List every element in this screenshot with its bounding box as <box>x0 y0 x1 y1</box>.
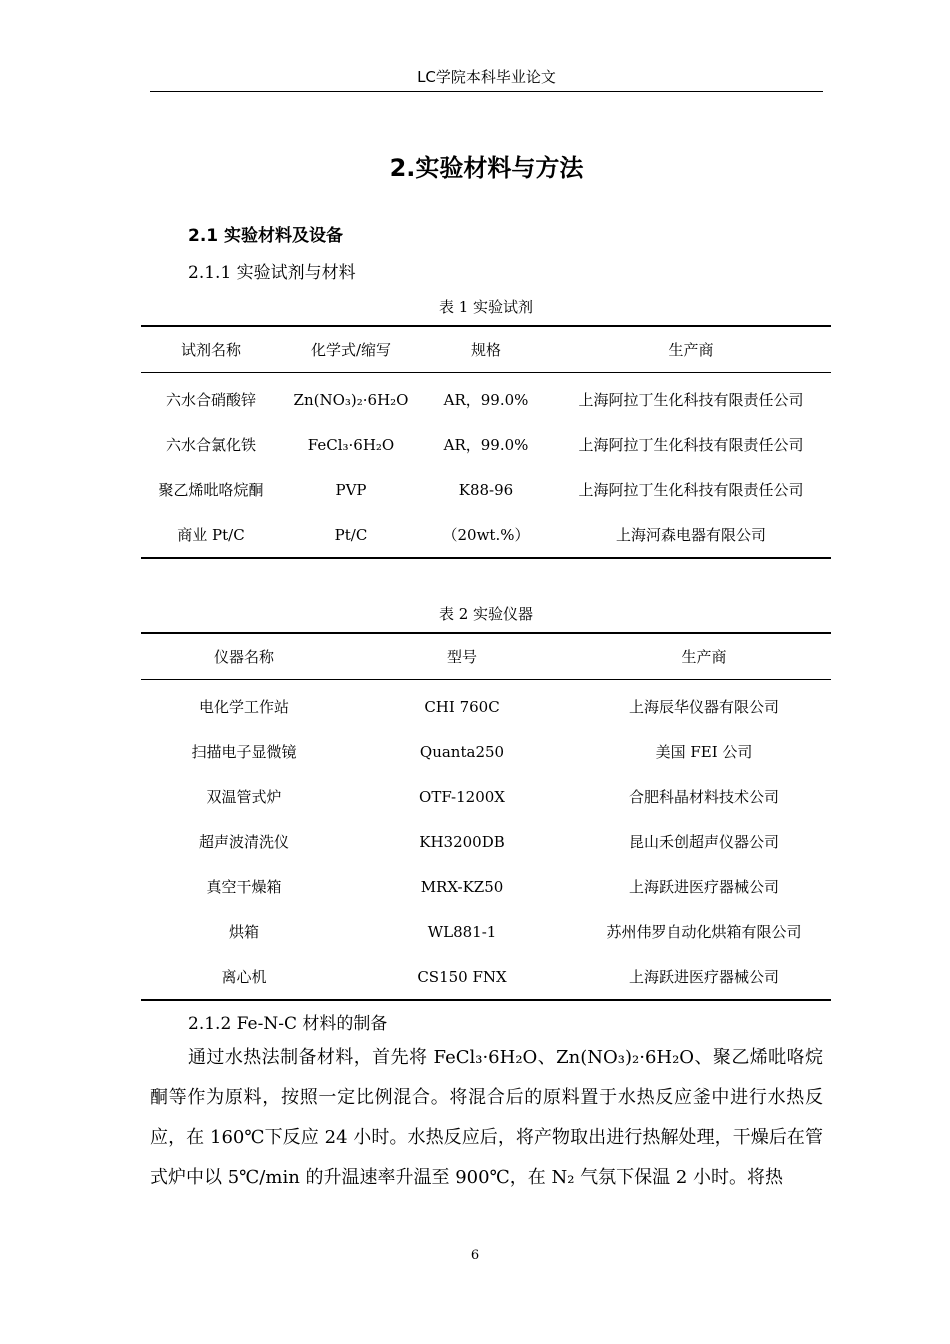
table-cell: 上海跃进医疗器械公司 <box>628 878 779 896</box>
table-cell: 聚乙烯吡咯烷酮 <box>158 481 264 499</box>
table-cell: OTF-1200X <box>419 787 505 806</box>
table-header-row <box>141 633 831 680</box>
table-cell: 上海辰华仪器有限公司 <box>628 698 779 716</box>
table-cell: Pt/C <box>334 525 368 544</box>
table-cell: K88-96 <box>458 480 514 499</box>
table-row <box>141 774 831 819</box>
table-cell: 烘箱 <box>228 923 259 941</box>
table-cell: KH3200DB <box>419 832 505 851</box>
table-header-cell: 化学式/缩写 <box>310 341 392 359</box>
table-cell: 上海阿拉丁生化科技有限责任公司 <box>578 436 804 454</box>
table-cell: 扫描电子显微镜 <box>191 743 297 761</box>
table-cell: 苏州伟罗自动化烘箱有限公司 <box>606 923 802 941</box>
table-cell: MRX-KZ50 <box>420 877 504 896</box>
table-cell: 离心机 <box>221 968 267 986</box>
table-cell: 六水合硝酸锌 <box>165 391 256 409</box>
table-row <box>141 954 831 1000</box>
section-heading: 2.1 实验材料及设备 <box>188 226 344 246</box>
table-cell: 真空干燥箱 <box>206 878 282 896</box>
table-cell: 美国 FEI 公司 <box>655 743 753 761</box>
header-rule <box>150 91 823 92</box>
table-header-cell: 生产商 <box>668 341 714 359</box>
table-cell: AR，99.0% <box>443 391 529 409</box>
table-cell: 上海阿拉丁生化科技有限责任公司 <box>578 481 804 499</box>
table-cell: 昆山禾创超声仪器公司 <box>628 833 779 851</box>
reagents-table <box>141 325 831 559</box>
table-row <box>141 909 831 954</box>
table-cell: 商业 Pt/C <box>177 526 245 544</box>
table-cell: Quanta250 <box>419 742 505 761</box>
table-cell: 电化学工作站 <box>198 698 289 716</box>
table-cell: 超声波清洗仪 <box>198 833 289 851</box>
table-cell: 六水合氯化铁 <box>165 436 256 454</box>
chapter-title: 2.实验材料与方法 <box>389 154 584 182</box>
table-header-cell: 型号 <box>446 648 477 666</box>
table-header-row <box>141 326 831 373</box>
table-row <box>141 864 831 909</box>
table-row <box>141 422 831 467</box>
subsection-heading-preparation: 2.1.2 Fe-N-C 材料的制备 <box>188 1014 388 1034</box>
table-row <box>141 467 831 512</box>
table-cell: 上海河森电器有限公司 <box>615 526 766 544</box>
body-paragraph: 通过水热法制备材料，首先将 FeCl₃·6H₂O、Zn(NO₃)₂·6H₂O、聚乙烯吡咯烷酮等作为原料，按照一定比例混合。将混合后的原料置于水热反应釜中进行水热反应，在 160℃下反应 24 小时。水热反应后，将产物取出进行热解处理，干燥后在管式炉中以 5℃/min 的升温速率升温至 900℃，在 N₂ 气氛下保温 2 小时。将热 <box>150 1047 823 1188</box>
table-cell: 上海跃进医疗器械公司 <box>628 968 779 986</box>
running-head-title: LC学院本科毕业论文 <box>417 68 556 86</box>
table-cell: Zn(NO₃)₂·6H₂O <box>293 390 409 409</box>
table-cell: WL881-1 <box>427 922 497 941</box>
table-row <box>141 819 831 864</box>
table-row <box>141 729 831 774</box>
subsection-heading-reagents: 2.1.1 实验试剂与材料 <box>188 263 356 283</box>
table-cell: PVP <box>335 480 367 499</box>
table-cell: 上海阿拉丁生化科技有限责任公司 <box>578 391 804 409</box>
page-number: 6 <box>470 1248 480 1263</box>
table-header-cell: 试剂名称 <box>180 341 241 359</box>
table1-caption: 表 1 实验试剂 <box>438 298 534 316</box>
instruments-table <box>141 632 831 1001</box>
table-header-cell: 规格 <box>470 341 501 359</box>
table-header-cell: 生产商 <box>681 648 727 666</box>
table-cell: CS150 FNX <box>417 967 507 986</box>
table-row <box>141 680 831 730</box>
table-cell: AR，99.0% <box>443 436 529 454</box>
table-cell: 双温管式炉 <box>206 788 282 806</box>
table-cell: 合肥科晶材料技术公司 <box>628 788 779 806</box>
table-header-cell: 仪器名称 <box>213 648 274 666</box>
table-cell: （20wt.%） <box>442 526 530 544</box>
table-row <box>141 373 831 423</box>
table-cell: CHI 760C <box>424 697 500 716</box>
table2-caption: 表 2 实验仪器 <box>438 605 534 623</box>
table-cell: FeCl₃·6H₂O <box>307 435 395 454</box>
table-row <box>141 512 831 558</box>
